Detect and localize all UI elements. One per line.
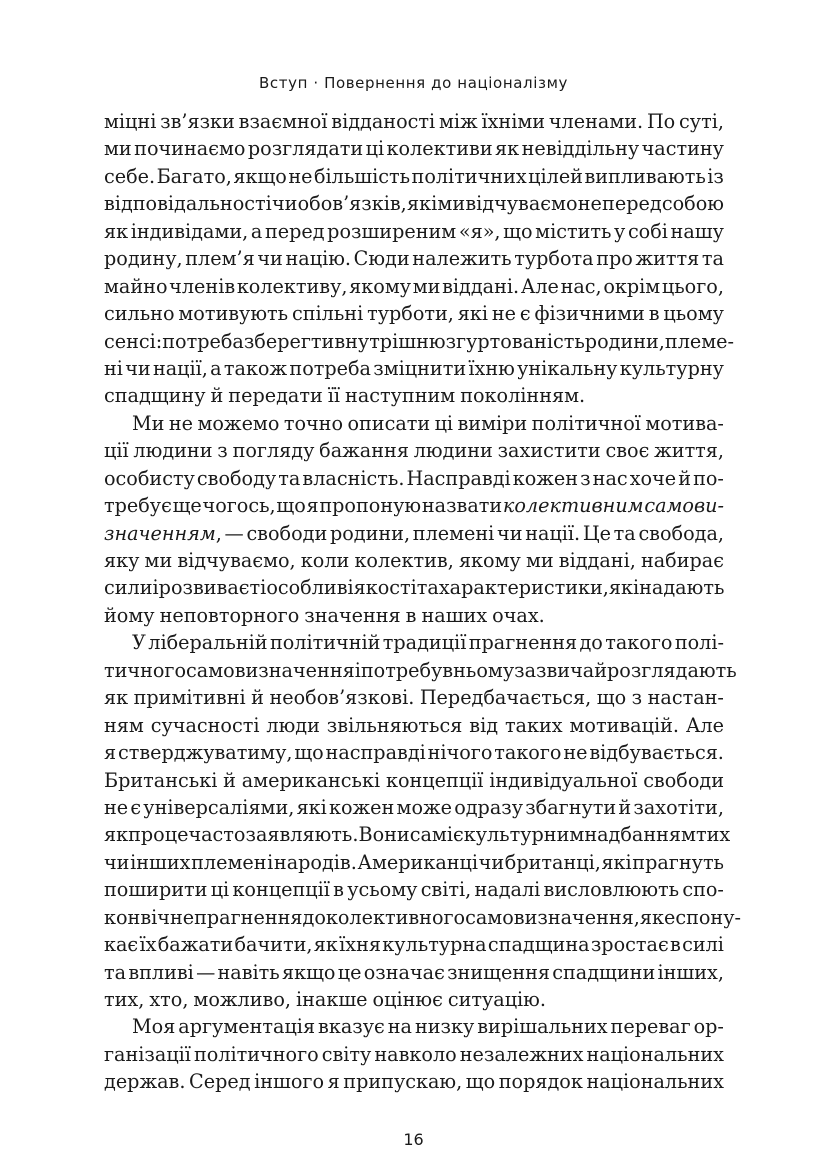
text-line: сили і розвиває ті особливі якості та характеристики, які надають [104, 576, 725, 600]
text-line: особисту свободу та власність. Насправді кожен з нас хоче й по- [104, 466, 724, 490]
text-line: кає їх бажати бачити, як їхня культурна спадщина зростає в силі [104, 933, 724, 957]
text-line: сенсі: потреба зберегти внутрішню згуртованість родини, племе- [104, 329, 735, 353]
text-line: тих, хто, можливо, інакше оцінює ситуацію. [104, 988, 546, 1011]
text-line: ням сучасності люди звільняються від таких мотивацій. Але [104, 713, 724, 737]
paragraph [104, 629, 741, 1013]
text-line: не є універсаліями, які кожен може одразу збагнути й захотіти, [104, 795, 724, 819]
text-line: Моя аргументація вказує на низку вирішальних переваг ор- [132, 1015, 724, 1039]
text-line: міцні зв’язки взаємної відданості між їхніми членами. По суті, [104, 110, 724, 133]
text-line: як про це часто заявляють. Вони самі є культурним надбанням тих [104, 823, 731, 847]
running-head: Вступ · Повернення до націоналізму [259, 74, 568, 92]
text-line: конвічне прагнення до колективного самовизначення, яке спону- [104, 905, 741, 929]
text-line: требує ще чогось, що я пропоную назвати колективним самови- [104, 494, 724, 518]
text-line: родину, плем’я чи націю. Сюди належить турбота про життя та [104, 247, 724, 271]
text-line: ції людини з погляду бажання людини захистити своє життя, [104, 439, 724, 463]
text-line: відповідальності чи обов’язків, які ми відчуваємо не перед собою [104, 192, 724, 216]
text-line: Ми не можемо точно описати ці виміри політичної мотива- [132, 411, 724, 435]
text-line: ганізації політичного світу навколо незалежних національних [104, 1042, 724, 1066]
text-line: йому неповторного значення в наших очах. [104, 603, 545, 627]
text-line: майно членів колективу, якому ми віддані. Але нас, окрім цього, [104, 274, 724, 298]
text-line: поширити ці концепції в усьому світі, надалі висловлюють спо- [104, 878, 724, 902]
text-line: тичного самовизначення і потребу в ньому зазвичай розглядають [104, 658, 737, 682]
text-line: Британські й американські концепції індивідуальної свободи [104, 768, 724, 792]
text-line: яку ми відчуваємо, коли колектив, якому ми віддані, набирає [104, 549, 724, 572]
text-line: ні чи нації, а також потреба зміцнити їхню унікальну культурну [104, 356, 724, 380]
text-line: як примітивні й необов’язкові. Передбачається, що з настан- [104, 686, 724, 710]
text-line: чи інших племен і народів. Американці чи британці, які прагнуть [104, 850, 724, 874]
paragraph [104, 1013, 724, 1095]
text-line: сильно мотивують спільні турботи, які не є фізичними в цьому [104, 302, 724, 326]
text-line: я стверджуватиму, що насправді нічого такого не відбувається. [104, 741, 724, 765]
text-line: значенням, — свободи родини, племені чи нації. Це та свобода, [104, 521, 724, 545]
text-line: спадщину й передати її наступним поколінням. [104, 384, 586, 408]
text-line: як індивідами, а перед розширеним «я», що містить у собі нашу [104, 219, 724, 243]
text-line: ми починаємо розглядати ці колективи як невіддільну частину [104, 137, 724, 161]
paragraph [104, 108, 735, 410]
page-number: 16 [403, 1130, 424, 1149]
text-line: та впливі — навіть якщо це означає знищення спадщини інших, [104, 960, 724, 984]
text-line: держав. Серед іншого я припускаю, що порядок національних [104, 1070, 724, 1094]
paragraph [104, 410, 724, 630]
body-text [104, 108, 741, 1096]
text-line: У ліберальній політичній традиції прагнення до такого полі- [132, 631, 724, 655]
text-line: себе. Багато, якщо не більшість політичних цілей випливають із [104, 164, 724, 188]
